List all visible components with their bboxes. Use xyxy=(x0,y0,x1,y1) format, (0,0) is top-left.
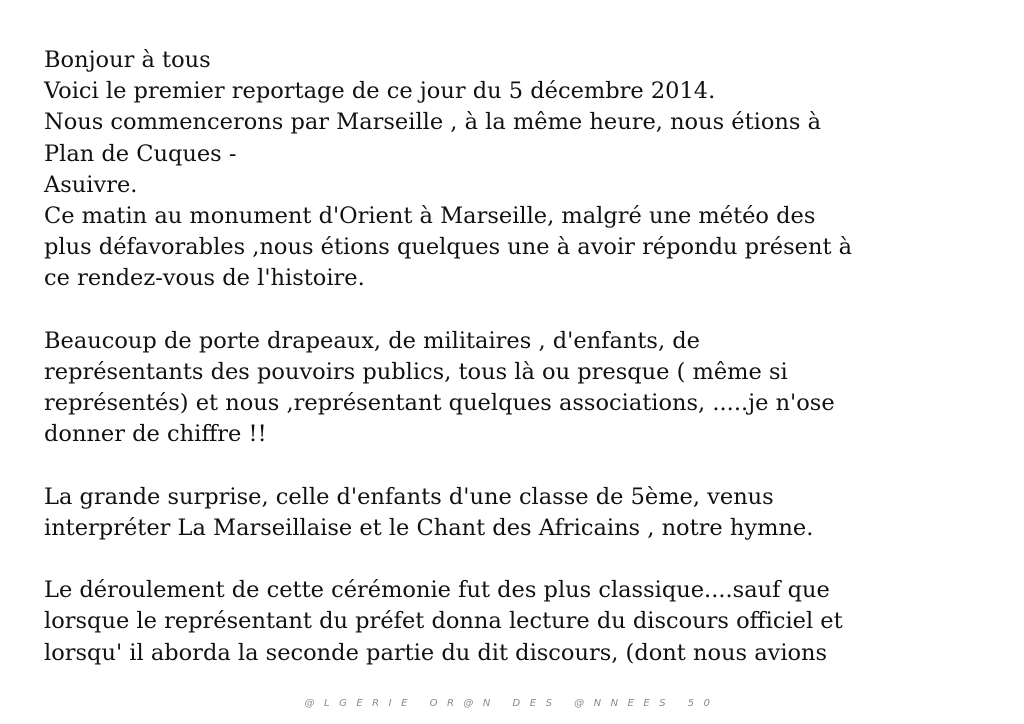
document-body xyxy=(44,45,1004,669)
text-line: La grande surprise, celle d'enfants d'une classe de 5ème, venus xyxy=(44,483,774,510)
footer-watermark: @LGERIE OR@N DES @NNEES 50 xyxy=(304,698,720,709)
text-line: représentants des pouvoirs publics, tous là ou presque ( même si xyxy=(44,358,788,385)
text-line: Bonjour à tous xyxy=(44,47,211,73)
text-line: lorsqu' il aborda la seconde partie du dit discours, (dont nous avions xyxy=(44,639,828,666)
text-line: Beaucoup de porte drapeaux, de militaires , d'enfants, de xyxy=(44,327,700,354)
text-line: représentés) et nous ,représentant quelques associations, .....je n'ose xyxy=(44,390,835,417)
text-line: Asuivre. xyxy=(44,171,138,198)
text-line: Nous commencerons par Marseille , à la même heure, nous étions à xyxy=(44,109,821,136)
text-line: Le déroulement de cette cérémonie fut des plus classique....sauf que xyxy=(44,577,830,604)
paragraph-break xyxy=(44,295,1004,326)
text-line: Voici le premier reportage de ce jour du 5 décembre 2014. xyxy=(44,78,716,105)
text-line: ce rendez-vous de l'histoire. xyxy=(44,265,365,292)
text-line: interpréter La Marseillaise et le Chant des Africains , notre hymne. xyxy=(44,514,814,541)
text-line: Plan de Cuques - xyxy=(44,140,237,167)
text-line: donner de chiffre !! xyxy=(44,421,267,448)
text-line: Ce matin au monument d'Orient à Marseille, malgré une météo des xyxy=(44,202,816,229)
text-line: plus défavorables ,nous étions quelques une à avoir répondu présent à xyxy=(44,234,853,261)
paragraph-break xyxy=(44,544,1004,575)
text-line: lorsque le représentant du préfet donna lecture du discours officiel et xyxy=(44,608,843,635)
paragraph-break xyxy=(44,450,1004,481)
